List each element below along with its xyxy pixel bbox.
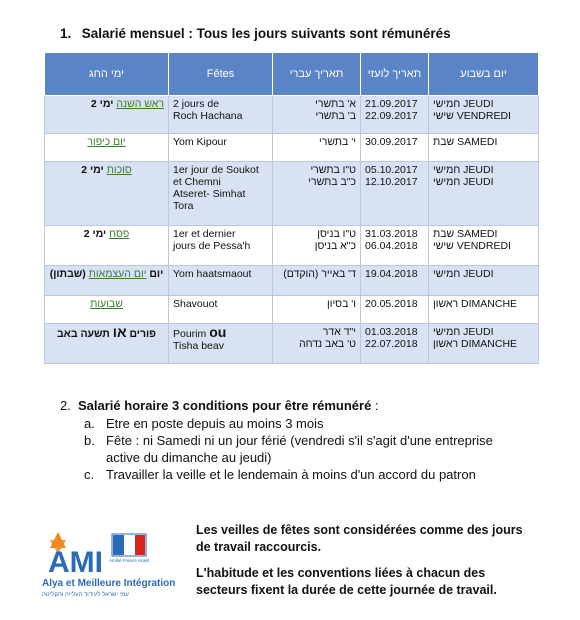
weekday-line: שבת SAMEDI bbox=[433, 136, 498, 148]
conditions-list bbox=[60, 415, 526, 483]
notes-box bbox=[196, 522, 536, 608]
gregorian-date-line: 30.09.2017 bbox=[365, 136, 418, 148]
holiday-link[interactable]: פסח bbox=[109, 228, 130, 240]
weekday-line: חמישי JEUDI bbox=[433, 326, 494, 338]
list-item-text: Etre en poste depuis au moins 3 mois bbox=[106, 416, 324, 431]
holiday-name: תשעה באב bbox=[56, 328, 113, 340]
hebrew-date-cell bbox=[273, 324, 361, 364]
header-hebrew-date: תאריך עברי bbox=[273, 53, 361, 96]
fete-line: Tora bbox=[173, 200, 194, 212]
logo-flag-red bbox=[135, 535, 145, 555]
list-marker: b. bbox=[84, 433, 95, 448]
hebrew-date-line: י' בתשרי bbox=[319, 136, 356, 148]
section2-number: 2. bbox=[60, 398, 71, 413]
weekday-line: שבת SAMEDI bbox=[433, 228, 498, 240]
fete-line: 1er et dernier bbox=[173, 228, 236, 240]
fete-line: Yom Kipour bbox=[173, 136, 227, 148]
ami-logo bbox=[38, 528, 188, 600]
logo-wordmark: AMI bbox=[48, 546, 103, 579]
hebrew-date-line: ד' באייר (הוקדם) bbox=[283, 268, 356, 280]
gregorian-date-cell bbox=[361, 134, 429, 162]
holiday-he-cell bbox=[45, 266, 169, 296]
section2-heading bbox=[60, 398, 526, 413]
hebrew-date-line: ט"ו בתשרי bbox=[310, 164, 356, 176]
section1-title: Salarié mensuel : Tous les jours suivants sont rémunérés bbox=[81, 26, 451, 41]
hebrew-date-line: כ"ב בתשרי bbox=[308, 176, 356, 188]
holiday-link[interactable]: יום כיפור bbox=[87, 136, 126, 148]
fete-cell bbox=[169, 134, 273, 162]
fete-line: jours de Pessa'h bbox=[173, 240, 251, 252]
gregorian-date-line: 06.04.2018 bbox=[365, 240, 418, 252]
list-marker: a. bbox=[84, 416, 95, 431]
table-row bbox=[45, 226, 539, 266]
weekday-line: שישי VENDREDI bbox=[433, 240, 511, 252]
weekday-cell bbox=[429, 162, 539, 226]
hebrew-date-cell bbox=[273, 296, 361, 324]
gregorian-date-cell bbox=[361, 324, 429, 364]
holiday-days: ימי 2 bbox=[83, 228, 110, 240]
table-row bbox=[45, 134, 539, 162]
holiday-he-cell bbox=[45, 162, 169, 226]
fete-line: Atseret- Simhat bbox=[173, 188, 246, 200]
list-item-text: Fête : ni Samedi ni un jour férié (vendredi s'il s'agit d'une entreprise active du dimanche au jeudi) bbox=[106, 433, 493, 465]
weekday-cell bbox=[429, 96, 539, 134]
section2-title: Salarié horaire 3 conditions pour être rémunéré bbox=[78, 398, 372, 413]
hebrew-date-cell bbox=[273, 96, 361, 134]
holiday-link[interactable]: ראש השנה bbox=[116, 98, 164, 110]
gregorian-date-line: 19.04.2018 bbox=[365, 268, 418, 280]
holiday-name: פורים bbox=[126, 328, 157, 340]
fete-line: Tisha beav bbox=[173, 340, 224, 352]
list-item bbox=[60, 415, 526, 432]
hebrew-date-line: ט"ו בניסן bbox=[317, 228, 356, 240]
weekday-line: חמישי JEUDI bbox=[433, 268, 494, 280]
gregorian-date-line: 20.05.2018 bbox=[365, 298, 418, 310]
holiday-link[interactable]: יום העצמאות bbox=[88, 268, 147, 280]
gregorian-date-line: 21.09.2017 bbox=[365, 98, 418, 110]
list-item bbox=[60, 432, 526, 466]
fete-cell bbox=[169, 162, 273, 226]
logo-caption: Alya et Meilleure Intégration bbox=[42, 578, 176, 589]
holiday-days: ימי 2 bbox=[90, 98, 117, 110]
weekday-cell bbox=[429, 226, 539, 266]
fete-cell bbox=[169, 296, 273, 324]
weekday-line: חמישי JEUDI bbox=[433, 164, 494, 176]
hebrew-date-cell bbox=[273, 162, 361, 226]
note-paragraph-2: L'habitude et les conventions liées à chacun des secteurs fixent la durée de cette journée de travail. bbox=[196, 566, 497, 597]
fete-line: Roch Hachana bbox=[173, 110, 243, 122]
hebrew-date-line: י"ד אדר bbox=[322, 326, 356, 338]
weekday-line: ראשון DIMANCHE bbox=[433, 298, 518, 310]
holiday-he-cell bbox=[45, 324, 169, 364]
fete-cell bbox=[169, 226, 273, 266]
holiday-he-cell bbox=[45, 134, 169, 162]
table-row bbox=[45, 324, 539, 364]
weekday-line: חמישי JEUDI bbox=[433, 176, 494, 188]
weekday-line: ראשון DIMANCHE bbox=[433, 338, 518, 350]
logo-subcaption: עמי ישראל לעידוד העלייה והקליטה bbox=[42, 592, 129, 598]
holiday-link[interactable]: שבועות bbox=[90, 298, 123, 310]
note-paragraph-1: Les veilles de fêtes sont considérées comme des jours de travail raccourcis. bbox=[196, 523, 523, 554]
weekday-line: חמישי JEUDI bbox=[433, 98, 494, 110]
holiday-link[interactable]: סוכות bbox=[106, 164, 132, 176]
table-row bbox=[45, 162, 539, 226]
gregorian-date-line: 05.10.2017 bbox=[365, 164, 418, 176]
holiday-he-cell bbox=[45, 226, 169, 266]
holiday-note: (שבתון) bbox=[49, 268, 89, 280]
holiday-days: ימי 2 bbox=[81, 164, 107, 176]
weekday-cell bbox=[429, 134, 539, 162]
fete-cell bbox=[169, 324, 273, 364]
section2-colon: : bbox=[371, 398, 379, 413]
hebrew-date-line: כ"א בניסן bbox=[314, 240, 356, 252]
list-item-text: Travailler la veille et le lendemain à moins d'un accord du patron bbox=[106, 467, 476, 482]
fete-line: Yom haatsmaout bbox=[173, 268, 252, 280]
weekday-cell bbox=[429, 324, 539, 364]
gregorian-date-cell bbox=[361, 296, 429, 324]
weekday-line: שישי VENDREDI bbox=[433, 110, 511, 122]
holiday-he-cell bbox=[45, 96, 169, 134]
weekday-cell bbox=[429, 296, 539, 324]
holiday-or: או bbox=[112, 324, 127, 340]
table-row bbox=[45, 266, 539, 296]
table-header-row bbox=[45, 53, 539, 96]
table-row bbox=[45, 96, 539, 134]
fete-cell bbox=[169, 266, 273, 296]
list-marker: c. bbox=[84, 467, 95, 482]
gregorian-date-cell bbox=[361, 226, 429, 266]
gregorian-date-cell bbox=[361, 266, 429, 296]
fete-line: et Chemni bbox=[173, 176, 221, 188]
fete-cell bbox=[169, 96, 273, 134]
fete-line bbox=[173, 326, 268, 340]
gregorian-date-cell bbox=[361, 162, 429, 226]
hebrew-date-line: א' בתשרי bbox=[315, 98, 356, 110]
hebrew-date-cell bbox=[273, 134, 361, 162]
gregorian-date-line: 12.10.2017 bbox=[365, 176, 418, 188]
logo-badge-text: Amitié France Israël bbox=[108, 558, 150, 563]
gregorian-date-line: 31.03.2018 bbox=[365, 228, 418, 240]
fete-line: Shavouot bbox=[173, 298, 218, 310]
hebrew-date-cell bbox=[273, 266, 361, 296]
fete-line: 2 jours de bbox=[173, 98, 220, 110]
fete-or: ou bbox=[209, 324, 227, 340]
list-item bbox=[60, 466, 526, 483]
hebrew-date-line: ו' בסיון bbox=[327, 298, 356, 310]
section2 bbox=[60, 398, 526, 483]
gregorian-date-cell bbox=[361, 96, 429, 134]
fete-line: 1er jour de Soukot bbox=[173, 164, 259, 176]
section1-number: 1. bbox=[60, 26, 72, 41]
fete-text: Pourim bbox=[173, 328, 210, 340]
header-gregorian-date: תאריך לועזי bbox=[361, 53, 429, 96]
header-weekday: יום בשבוע bbox=[429, 53, 539, 96]
section1-heading bbox=[60, 26, 451, 41]
holiday-he-cell bbox=[45, 296, 169, 324]
gregorian-date-line: 01.03.2018 bbox=[365, 326, 418, 338]
hebrew-date-line: ט' באב נדחה bbox=[298, 338, 356, 350]
holidays-table bbox=[44, 52, 539, 364]
table-row bbox=[45, 296, 539, 324]
ami-logo-graphic bbox=[38, 528, 188, 600]
gregorian-date-line: 22.09.2017 bbox=[365, 110, 418, 122]
header-holiday-he: ימי החג bbox=[45, 53, 169, 96]
logo-flag-blue bbox=[113, 535, 124, 555]
gregorian-date-line: 22.07.2018 bbox=[365, 338, 418, 350]
holiday-prefix: יום bbox=[146, 268, 164, 280]
weekday-cell bbox=[429, 266, 539, 296]
header-fetes: Fêtes bbox=[169, 53, 273, 96]
hebrew-date-line: ב' בתשרי bbox=[315, 110, 356, 122]
hebrew-date-cell bbox=[273, 226, 361, 266]
